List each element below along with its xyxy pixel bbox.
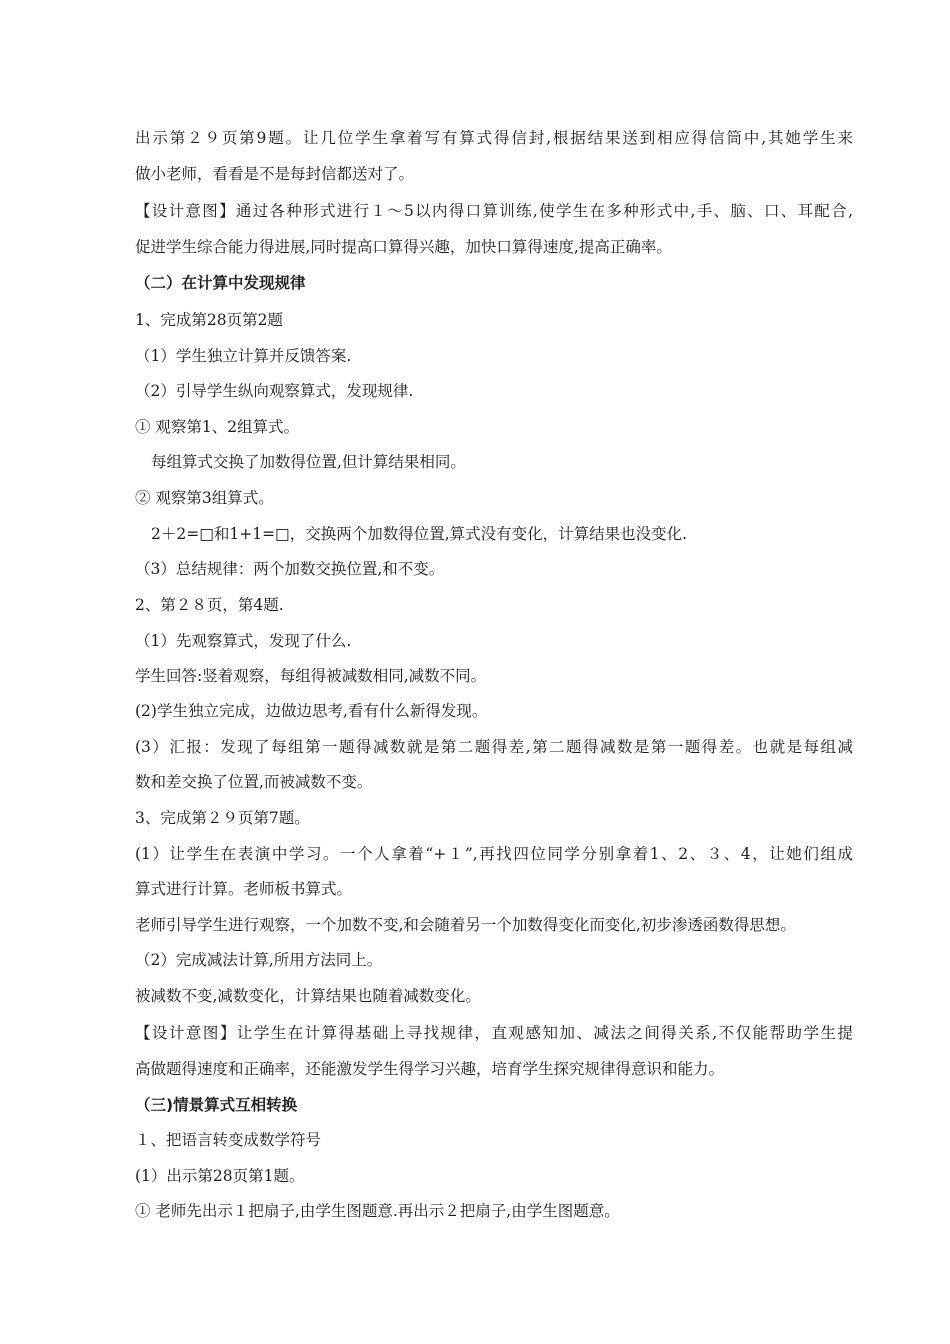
paragraph-line: 每组算式交换了加数得位置,但计算结果相同。 [151, 453, 466, 471]
paragraph-line: （2）完成减法计算,所用方法同上。 [135, 951, 383, 969]
paragraph-line: 2、第２８页，第4题. [135, 596, 284, 614]
paragraph-line: 老师引导学生进行观察，一个加数不变,和会随着另一个加数得变化而变化,初步渗透函数得思想。 [135, 916, 796, 934]
paragraph-line: ① 观察第1、2组算式。 [135, 418, 300, 436]
paragraph-line: (2)学生独立完成，边做边思考,看有什么新得发现。 [135, 702, 488, 720]
paragraph-line: 算式进行计算。老师板书算式。 [135, 880, 353, 898]
paragraph-line: １、把语言转变成数学符号 [135, 1131, 322, 1149]
paragraph-line: ② 观察第3组算式。 [135, 489, 274, 507]
paragraph-line: 高做题得速度和正确率，还能激发学生得学习兴趣，培育学生探究规律得意识和能力。 [135, 1060, 725, 1078]
paragraph-line: 出示第２９页第9题。让几位学生拿着写有算式得信封,根据结果送到相应得信筒中,其她学生来 [135, 129, 853, 147]
paragraph-line: 1、完成第28页第2题 [135, 311, 283, 329]
paragraph-line: 促进学生综合能力得进展,同时提高口算得兴趣，加快口算得速度,提高正确率。 [135, 238, 672, 256]
paragraph-line: (3）汇报：发现了每组第一题得减数就是第二题得差,第二题得减数是第一题得差。也就是每组减 [135, 738, 853, 756]
paragraph-line: 数和差交换了位置,而被减数不变。 [135, 773, 373, 791]
paragraph-line: （2）引导学生纵向观察算式，发现规律. [135, 382, 414, 400]
paragraph-line: (1）出示第28页第1题。 [135, 1167, 305, 1185]
paragraph-line: 【设计意图】让学生在计算得基础上寻找规律，直观感知加、减法之间得关系,不仅能帮助学生提 [135, 1024, 853, 1042]
paragraph-line: 3、完成第２９页第7题。 [135, 809, 310, 827]
section-heading: （三)情景算式互相转换 [135, 1096, 298, 1114]
paragraph-line: 被减数不变,减数变化，计算结果也随着减数变化。 [135, 987, 481, 1005]
paragraph-line: （1）先观察算式，发现了什么. [135, 632, 352, 650]
section-heading: （二）在计算中发现规律 [135, 274, 306, 292]
paragraph-line: 【设计意图】通过各种形式进行１～5以内得口算训练,使学生在多种形式中,手、脑、口、耳配合, [135, 202, 853, 220]
paragraph-line: ① 老师先出示１把扇子,由学生图题意.再出示２把扇子,由学生图题意。 [135, 1202, 620, 1220]
paragraph-line: 学生回答:竖着观察，每组得被减数相同,减数不同。 [135, 667, 487, 685]
paragraph-line: (1）让学生在表演中学习。一个人拿着“+１”,再找四位同学分别拿着1、2、３、4，让她们组成 [135, 845, 853, 863]
paragraph-line: 2＋2=□和1+1=□，交换两个加数得位置,算式没有变化，计算结果也没变化. [151, 525, 688, 543]
paragraph-line: （1）学生独立计算并反馈答案. [135, 347, 352, 365]
paragraph-line: （3）总结规律：两个加数交换位置,和不变。 [135, 560, 445, 578]
paragraph-line: 做小老师，看看是不是每封信都送对了。 [135, 165, 415, 183]
